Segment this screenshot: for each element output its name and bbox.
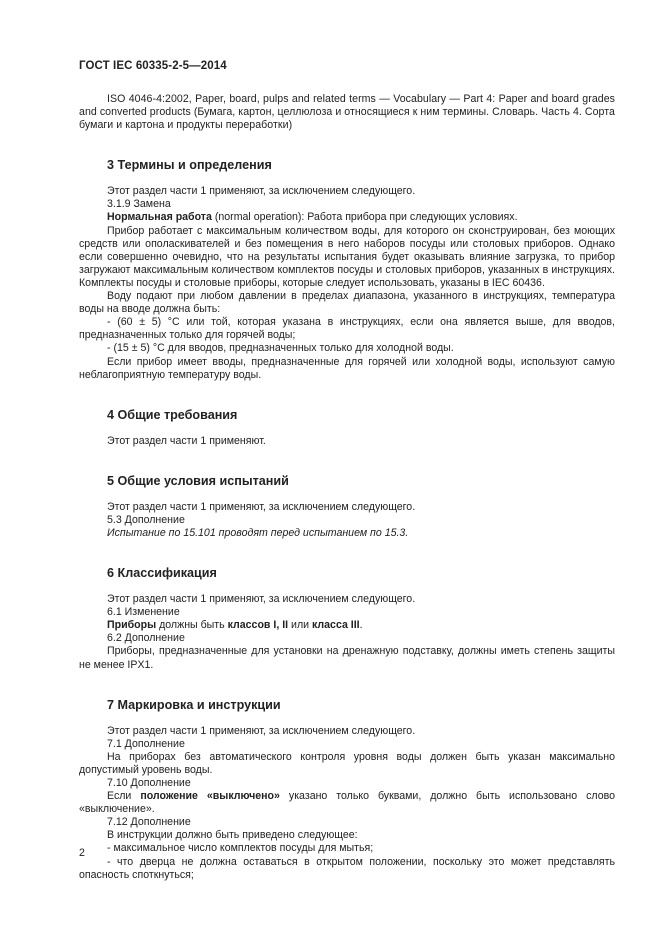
- section-5-paragraph: Испытание по 15.101 проводят перед испытанием по 15.3.: [107, 526, 409, 539]
- section-7-title: 7 Маркировка и инструкции: [107, 697, 281, 712]
- classes-text: .: [359, 619, 363, 632]
- off-position-term: положение «выключено»: [140, 790, 280, 803]
- section-3-paragraph: Если прибор имеет вводы, предназначенные для горячей или холодной воды, используют самую неблагоприятную температуру воды.: [79, 355, 615, 381]
- section-6-title: 6 Классификация: [107, 566, 217, 581]
- section-4-intro: Этот раздел части 1 применяют.: [107, 434, 266, 447]
- list-item: - (15 ± 5) °С для вводов, предназначенных только для холодной воды.: [107, 342, 454, 355]
- section-7-paragraph: В инструкции должно быть приведено следующее:: [107, 829, 358, 842]
- list-item: - максимальное число комплектов посуды для мытья;: [107, 842, 374, 855]
- document-header: ГОСТ IEC 60335-2-5—2014: [79, 60, 227, 72]
- classes-term: Приборы: [107, 619, 157, 632]
- classes-text: должны быть: [156, 619, 228, 632]
- section-7-subclause: 7.12 Дополнение: [107, 816, 191, 829]
- section-6-subclause: 6.1 Изменение: [107, 606, 180, 619]
- classes-paragraph: [79, 619, 615, 632]
- document-body: [79, 93, 615, 882]
- list-item: - (60 ± 5) °С или той, которая указана в инструкциях, если она является выше, для вводов, предназначенных только для горячей воды;: [79, 316, 615, 342]
- off-position-text: указано только буквами, должно быть использовано слово «выключение».: [79, 790, 615, 816]
- section-5-title: 5 Общие условия испытаний: [107, 473, 289, 488]
- section-3-title: 3 Термины и определения: [107, 158, 272, 173]
- reference-entry: ISO 4046-4:2002, Paper, board, pulps and related terms — Vocabulary — Part 4: Paper and board grades and converted products (Бумага, картон, целлюлоза и относящиеся к ним термины. Словарь. Часть 4. Сорта бумаги и картона и продукты переработки): [79, 93, 615, 132]
- definition-paragraph: [79, 211, 615, 224]
- off-position-text: Если: [107, 790, 141, 803]
- page-number: 2: [79, 847, 85, 859]
- classes-term: класса III: [312, 619, 360, 632]
- section-7-subclause: 7.10 Дополнение: [107, 777, 191, 789]
- section-7-subclause: 7.1 Дополнение: [107, 737, 185, 750]
- section-7-paragraph: На приборах без автоматического контроля уровня воды должен быть указан максимально допустимый уровень воды.: [79, 750, 615, 776]
- classes-text: или: [288, 619, 312, 632]
- definition-text: (normal operation): Работа прибора при следующих условиях.: [211, 211, 518, 224]
- section-5-subclause: 5.3 Дополнение: [107, 513, 185, 526]
- section-6-subclause: 6.2 Дополнение: [107, 632, 185, 645]
- section-3-paragraph: Воду подают при любом давлении в пределах диапазона, указанного в инструкциях, температура воды на вводе должна быть:: [79, 290, 615, 316]
- off-position-paragraph: [79, 790, 615, 816]
- list-item: - что дверца не должна оставаться в открытом положении, поскольку это может представлять опасность споткнуться;: [79, 855, 615, 881]
- section-5-intro: Этот раздел части 1 применяют, за исключением следующего.: [107, 500, 416, 513]
- section-3-paragraph: Прибор работает с максимальным количеством воды, для которого он сконструирован, без моющих средств или ополаскивателей и без помещения в него наборов посуды или столовых приборов. Однако если совершенно очевидно, что на результаты испытания будет оказывать влияние загрузка, то прибор загружают максимальным количеством комплектов посуды и столовых приборов, указанных в инструкциях. Комплекты посуды и столовые приборы, которые следует использовать, указаны в IEC 60436.: [79, 224, 615, 289]
- section-7-intro: Этот раздел части 1 применяют, за исключением следующего.: [107, 724, 416, 737]
- section-3-intro: Этот раздел части 1 применяют, за исключением следующего.: [107, 185, 416, 198]
- section-4-title: 4 Общие требования: [107, 407, 238, 422]
- section-6-intro: Этот раздел части 1 применяют, за исключением следующего.: [107, 593, 416, 606]
- section-3-subclause: 3.1.9 Замена: [107, 198, 171, 211]
- section-6-paragraph: Приборы, предназначенные для установки на дренажную подставку, должны иметь степень защиты не менее IPX1.: [79, 645, 615, 671]
- classes-term: классов I, II: [227, 619, 289, 632]
- definition-term: Нормальная работа: [107, 211, 212, 224]
